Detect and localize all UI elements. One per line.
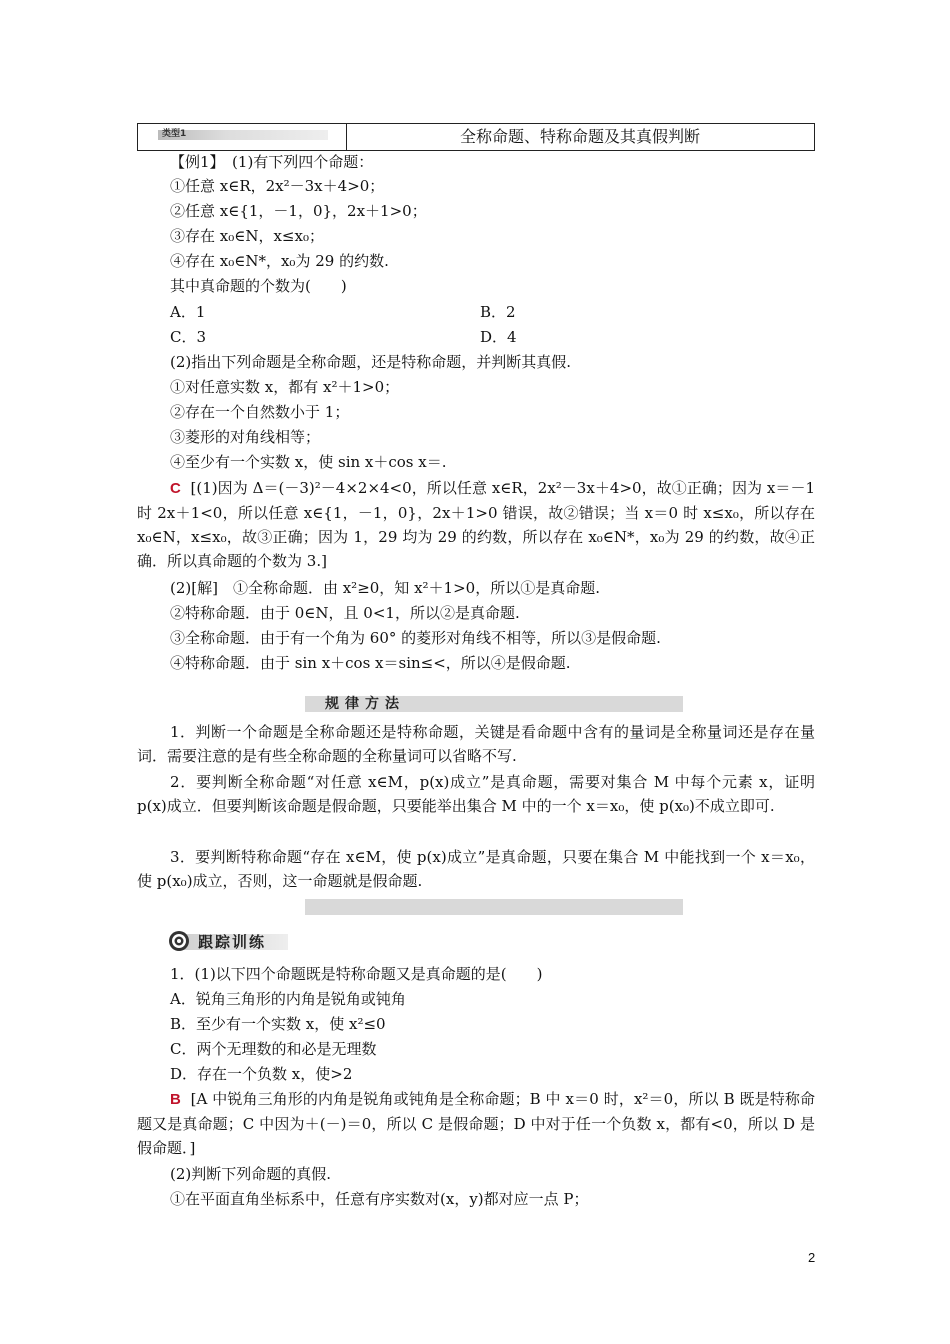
part2-item-2: ②存在一个自然数小于 1； — [170, 403, 350, 421]
section-title: 全称命题、特称命题及其真假判断 — [459, 127, 700, 146]
training-q2-item-1: ①在平面直角坐标系中，任意有序实数对(x，y)都对应一点 P； — [170, 1190, 589, 1208]
page-number: 2 — [808, 1250, 816, 1265]
training-option-c: C．两个无理数的和必是无理数 — [170, 1040, 377, 1058]
training-answer-letter: B — [170, 1091, 181, 1108]
example-item-4: ④存在 x₀∈N*，x₀为 29 的约数. — [170, 252, 389, 270]
option-c: C．3 — [170, 328, 207, 346]
example-item-2: ②任意 x∈{1，－1，0}，2x＋1>0； — [170, 202, 427, 220]
section-tag: 类型1 — [158, 130, 328, 140]
training-answer — [137, 1087, 815, 1160]
method-footer-bar — [305, 899, 683, 915]
answer-1-text: [(1)因为 Δ＝(－3)²－4×2×4<0，所以任意 x∈R，2x²－3x＋4>0，故①正确；因为 x＝－1时 2x＋1<0，所以任意 x∈{1，－1，0}，2x＋1>0 错误，故②错误；当 x＝0 时 x≤x₀，所以存在 x₀∈N，x≤x₀，故③正确；因为 1，29 均为 29 的约数，所以存在 x₀∈N*，x₀为 29 的约数，故④正确．所以真命题的个数为 3.] — [137, 479, 815, 570]
section-tag-cell — [138, 124, 347, 150]
target-icon — [168, 930, 190, 952]
solution-line-2: ②特称命题．由于 0∈N，且 0<1，所以②是真命题. — [170, 604, 520, 622]
part2-item-4: ④至少有一个实数 x，使 sin x＋cos x＝. — [170, 453, 447, 471]
method-para-3: 3．要判断特称命题“存在 x∈M，使 p(x)成立”是真命题，只要在集合 M 中能找到一个 x＝x₀，使 p(x₀)成立，否则，这一命题就是假命题. — [137, 848, 815, 890]
training-title: 跟踪训练 — [198, 933, 267, 951]
training-header — [168, 930, 288, 952]
method-para-1: 1．判断一个命题是全称命题还是特称命题，关键是看命题中含有的量词是全称量词还是存在量词．需要注意的是有些全称命题的全称量词可以省略不写. — [137, 723, 815, 765]
method-para-2: 2．要判断全称命题“对任意 x∈M，p(x)成立”是真命题，需要对集合 M 中每个元素 x，证明 p(x)成立．但要判断该命题是假命题，只要能举出集合 M 中的一个 x＝x₀，使 p(x₀)不成立即可. — [137, 773, 815, 815]
option-d: D．4 — [480, 328, 517, 346]
option-b: B．2 — [480, 303, 516, 321]
part2-item-1: ①对任意实数 x，都有 x²＋1>0； — [170, 378, 400, 396]
example-item-3: ③存在 x₀∈N，x≤x₀； — [170, 227, 324, 245]
example-question: 其中真命题的个数为( ) — [170, 277, 347, 295]
training-option-a: A．锐角三角形的内角是锐角或钝角 — [170, 990, 406, 1008]
training-q2-head: (2)判断下列命题的真假. — [170, 1165, 332, 1183]
training-q1: 1．(1)以下四个命题既是特称命题又是真命题的是( ) — [170, 965, 543, 983]
example-item-1: ①任意 x∈R，2x²－3x＋4>0； — [170, 177, 385, 195]
section-header — [137, 123, 815, 151]
solution-line-3: ③全称命题．由于有一个角为 60° 的菱形对角线不相等，所以③是假命题. — [170, 629, 661, 647]
solution-line-4: ④特称命题．由于 sin x＋cos x＝sin≤<，所以④是假命题. — [170, 654, 571, 672]
part2-item-3: ③菱形的对角线相等； — [170, 428, 321, 446]
training-option-d: D．存在一个负数 x，使>2 — [170, 1065, 353, 1083]
solution-line-1: (2)[解] ①全称命题．由 x²≥0，知 x²＋1>0，所以①是真命题. — [170, 579, 600, 597]
option-a: A．1 — [170, 303, 206, 321]
training-option-b: B．至少有一个实数 x，使 x²≤0 — [170, 1015, 386, 1033]
answer-1-letter: C — [170, 480, 181, 497]
method-banner-title: 规律方法 — [325, 696, 405, 712]
part2-head: (2)指出下列命题是全称命题，还是特称命题，并判断其真假. — [170, 353, 572, 371]
training-answer-text: [A 中锐角三角形的内角是锐角或钝角是全称命题；B 中 x＝0 时，x²＝0，所以 B 既是特称命题又是真命题；C 中因为＋(－)＝0，所以 C 是假命题；D 中对于任一个负数 x，都有<0，所以 D 是假命题．] — [137, 1090, 815, 1157]
answer-1 — [137, 476, 815, 573]
method-banner — [305, 696, 683, 712]
example-head: 【例1】 (1)有下列四个命题： — [170, 153, 374, 171]
